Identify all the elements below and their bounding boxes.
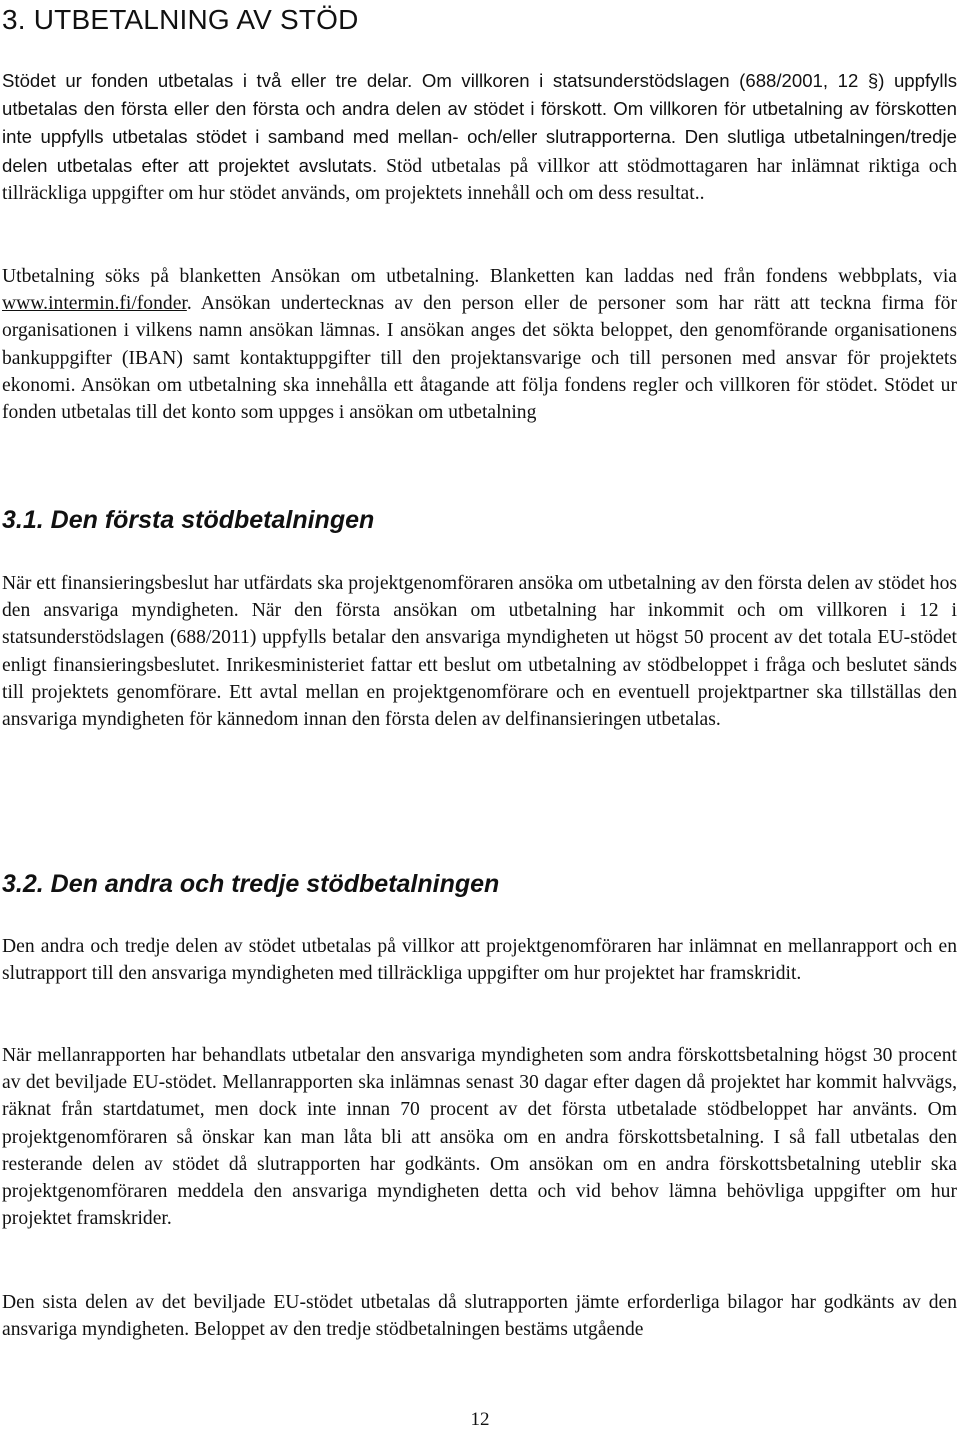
section-heading-3-1: 3.1. Den första stödbetalningen [2, 506, 375, 534]
paragraph-application [2, 263, 957, 426]
paragraph-interim-report: När mellanrapporten har behandlats utbetalar den ansvariga myndigheten som andra förskottsbetalning högst 30 procent av det beviljade EU-stödet. Mellanrapporten ska inlämnas senast 30 dagar efter dagen då projektet har kommit halvvägs, räknat från startdatumet, men dock inte innan 70 procent av det första utbetalade stödbeloppet har använts. Om projektgenomföraren så önskar kan man låta bli att ansöka om en andra förskottsbetalning. I så fall utbetalas den resterande delen av stödet då slutrapporten har godkänts. Om ansökan om en andra förskottsbetalning uteblir ska projektgenomföraren meddela den ansvariga myndigheten detta och vid behov lämna behövliga uppgifter om hur projektet framskrider. [2, 1045, 957, 1230]
paragraph-first-payment: När ett finansieringsbeslut har utfärdats ska projektgenomföraren ansöka om utbetalning av den första delen av stödet hos den ansvariga myndigheten. När den första ansökan om utbetalning har inkommit och om villkoren i 12 i statsunderstödslagen (688/2011) uppfylls betalar den ansvariga myndigheten ut högst 50 procent av det totala EU-stödet enligt finansieringsbeslutet. Inrikesministeriet fattar ett beslut om utbetalning av stödbeloppet i fråga och beslutet sänds till projektets genomförare. Ett avtal mellan en projektgenomförare och en eventuell projektpartner ska tillställas den ansvariga myndigheten för kännedom innan den första delen av delfinansieringen utbetalas. [2, 573, 957, 731]
application-text-2: . Ansökan undertecknas av den person eller de personer som har rätt att teckna firma för organisationen i vilkens namn ansökan lämnas. I ansökan anges det sökta beloppet, den genomförande organisationens bankuppgifter (IBAN) samt kontaktuppgifter till den projektansvarige och till personen med ansvar för projektets ekonomi. Ansökan om utbetalning ska innehålla ett åtagande att följa fondens regler och villkoren för stödet. Stödet ur fonden utbetalas till det konto som uppges i ansökan om utbetalning [2, 293, 957, 424]
fund-website-link[interactable]: www.intermin.fi/fonder [2, 293, 187, 315]
section-heading-3-2: 3.2. Den andra och tredje stödbetalningen [2, 870, 500, 898]
section-heading-3: 3. UTBETALNING AV STÖD [2, 4, 359, 35]
application-text-1: Utbetalning söks på blanketten Ansökan om utbetalning. Blanketten kan laddas ned från fondens webbplats, via [2, 266, 957, 287]
paragraph-intro [2, 67, 957, 207]
page-number: 12 [470, 1409, 490, 1430]
paragraph-final-payment: Den sista delen av det beviljade EU-stödet utbetalas då slutrapporten jämte erforderliga bilagor har godkänts av den ansvariga myndigheten. Beloppet av den tredje stödbetalningen bestäms utgående [2, 1292, 957, 1341]
intro-text-serif: Stöd utbetalas på villkor att stödmottagaren har inlämnat riktiga och tillräckliga uppgifter om hur stödet används, om projektets innehåll och om dess resultat.. [2, 155, 957, 204]
intro-text-sans: Stödet ur fonden utbetalas i två eller tre delar. Om villkoren i statsunderstödslagen (688/2001, 12 §) uppfylls utbetalas den första eller den första och andra delen av stödet i förskott. Om villkoren för utbetalning av förskotten inte uppfylls utbetalas stödet i samband med mellan- och/eller slutrapporterna. Den slutliga utbetalningen/tredje delen utbetalas efter att projektet avslutats. [2, 70, 957, 176]
paragraph-second-third-payment: Den andra och tredje delen av stödet utbetalas på villkor att projektgenomföraren har inlämnat en mellanrapport och en slutrapport till den ansvariga myndigheten med tillräckliga uppgifter om hur projektet har framskridit. [2, 936, 957, 985]
